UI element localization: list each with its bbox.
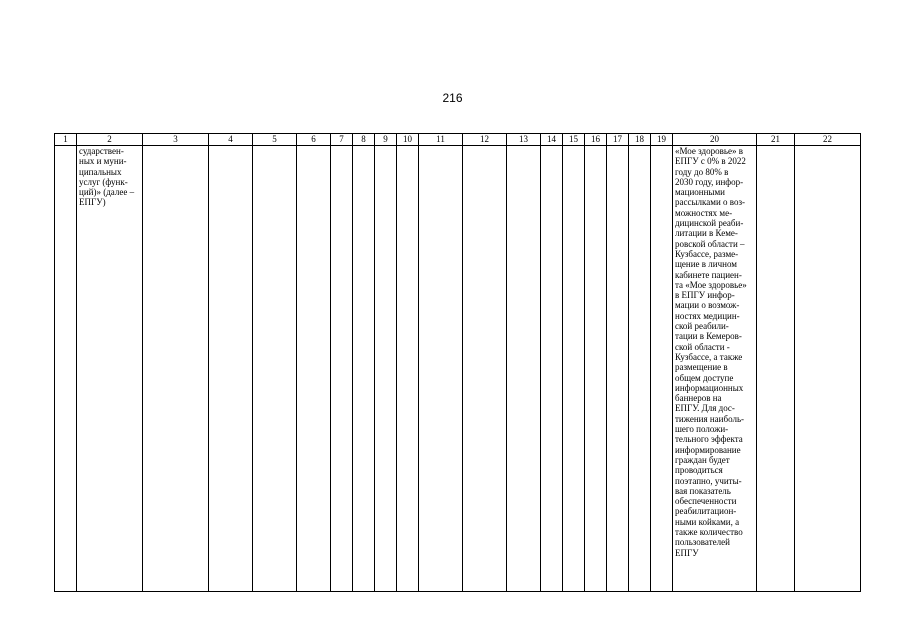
table-cell [143,146,209,592]
column-header: 3 [143,134,209,146]
table-cell [563,146,585,592]
table-cell [757,146,795,592]
table-cell [55,146,77,592]
data-table [54,133,861,592]
column-header: 1 [55,134,77,146]
table-cell [507,146,541,592]
table-cell [419,146,463,592]
table-cell [397,146,419,592]
table-cell [331,146,353,592]
table-cell [375,146,397,592]
column-header: 21 [757,134,795,146]
table-cell [463,146,507,592]
column-header: 16 [585,134,607,146]
column-header: 20 [673,134,757,146]
cell-col-20: «Мое здоровье» в ЕПГУ с 0% в 2022 году до 80% в 2030 году, инфор- мационными рассылками о воз- можностях ме- дицинской реаби- литации в Кеме- ровской области – Кузбассе, разме- щение в личном кабинете пациен- та «Мое здоровье» в ЕПГУ инфор- мации о возмож- ностях медицин- ской реабили- тации в Кемеров- ской области - Кузбассе, а также размещение в общем доступе информационных баннеров на ЕПГУ. Для дос- тижения наиболь- шего положи- тельного эффекта информирование граждан будет проводиться поэтапно, учиты- вая показатель обеспеченности реабилитацион- ными койками, а также количество пользователей ЕПГУ [673,146,757,592]
table-cell [795,146,861,592]
column-header: 7 [331,134,353,146]
column-header: 5 [253,134,297,146]
column-header: 8 [353,134,375,146]
table-cell [607,146,629,592]
column-header: 22 [795,134,861,146]
table-cell [297,146,331,592]
page-number: 216 [442,91,463,105]
column-header: 18 [629,134,651,146]
column-header: 2 [77,134,143,146]
column-header: 19 [651,134,673,146]
column-header: 15 [563,134,585,146]
column-header: 17 [607,134,629,146]
header-row [55,134,861,146]
column-header: 4 [209,134,253,146]
table-row [55,146,861,592]
cell-col-2: сударствен- ных и муни- ципальных услуг (функ- ций)» (далее – ЕПГУ) [77,146,143,592]
table-cell [253,146,297,592]
column-header: 9 [375,134,397,146]
table-cell [353,146,375,592]
column-header: 13 [507,134,541,146]
table-cell [629,146,651,592]
table-cell [541,146,563,592]
table-cell [651,146,673,592]
column-header: 10 [397,134,419,146]
column-header: 6 [297,134,331,146]
column-header: 12 [463,134,507,146]
column-header: 14 [541,134,563,146]
column-header: 11 [419,134,463,146]
table-cell [209,146,253,592]
table-cell [585,146,607,592]
